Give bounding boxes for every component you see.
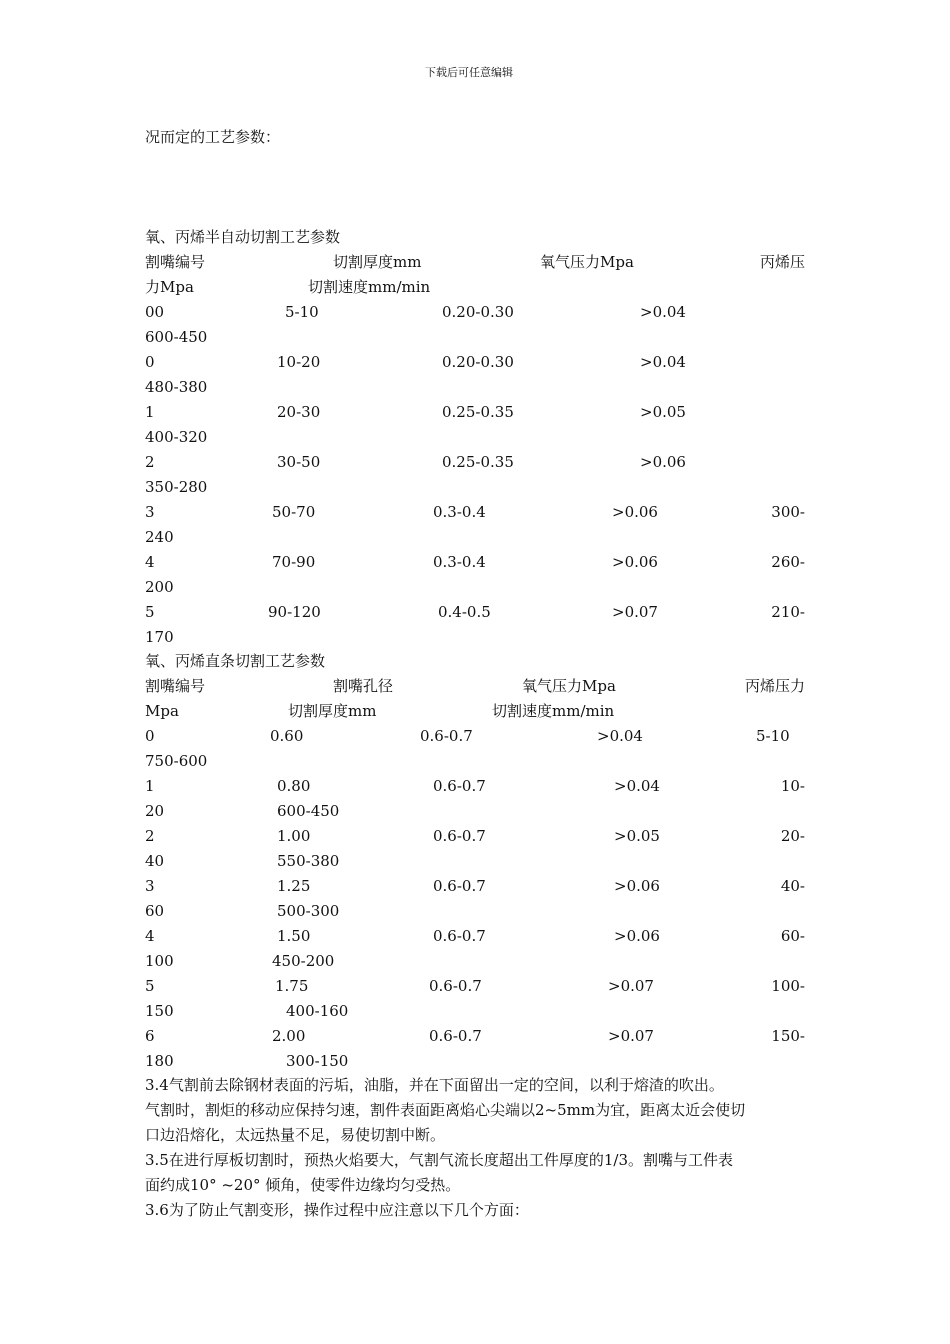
paragraph-line: 3.6为了防止气割变形，操作过程中应注意以下几个方面： — [145, 1201, 529, 1219]
paragraph-line: 气割时，割炬的移动应保持匀速，割件表面距离焰心尖端以2~5mm为宜，距离太近会使切 — [145, 1101, 746, 1119]
table-header-cell: 丙烯压力 — [744, 677, 805, 695]
table-cell: 500-300 — [277, 902, 340, 920]
table-cell: 300- — [771, 503, 805, 521]
table-cell: 5-10 — [756, 727, 790, 745]
table-header-cell: 割嘴孔径 — [333, 677, 394, 695]
table-cell: 170 — [145, 628, 174, 646]
table-header-cell: 氧气压力Mpa — [522, 677, 616, 695]
table-cell: 240 — [145, 528, 174, 546]
table-cell: 300-150 — [286, 1052, 349, 1070]
table-cell: 1.75 — [275, 977, 309, 995]
table-cell: 70-90 — [272, 553, 316, 571]
table-cell: 0.6-0.7 — [433, 777, 486, 795]
table-cell: 50-70 — [272, 503, 316, 521]
table-cell: 180 — [145, 1052, 174, 1070]
paragraph-line: 面约成10° ~20° 倾角，使零件边缘均匀受热。 — [145, 1176, 461, 1194]
table-cell: 0.20-0.30 — [442, 303, 514, 321]
table-cell: 3 — [145, 877, 155, 895]
table-cell: >0.04 — [614, 777, 660, 795]
table-cell: 550-380 — [277, 852, 340, 870]
table-cell: 10-20 — [277, 353, 321, 371]
table-cell: 60 — [145, 902, 165, 920]
table-cell: 0.6-0.7 — [433, 927, 486, 945]
table-cell: 00 — [145, 303, 165, 321]
table-cell: 210- — [771, 603, 805, 621]
table-cell: 600-450 — [145, 328, 208, 346]
table-cell: 0.25-0.35 — [442, 403, 514, 421]
table-cell: 150- — [771, 1027, 805, 1045]
table-cell: >0.07 — [612, 603, 658, 621]
table-cell: 40 — [145, 852, 165, 870]
table-cell: >0.06 — [612, 503, 658, 521]
table-cell: 0.6-0.7 — [429, 977, 482, 995]
table-cell: >0.07 — [608, 1027, 654, 1045]
table-cell: 600-450 — [277, 802, 340, 820]
table-cell: 0.6-0.7 — [420, 727, 473, 745]
table-cell: 0.60 — [270, 727, 304, 745]
table-cell: 4 — [145, 927, 155, 945]
table-cell: 1.00 — [277, 827, 311, 845]
table-cell: 20- — [780, 827, 805, 845]
table-cell: 6 — [145, 1027, 155, 1045]
table-header-cell: 切割厚度mm — [288, 702, 377, 720]
table-header-cell: 切割速度mm/min — [492, 702, 615, 720]
table-cell: 5 — [145, 977, 155, 995]
table-cell: 0.3-0.4 — [433, 553, 486, 571]
table-cell: 1.50 — [277, 927, 311, 945]
table-cell: 90-120 — [268, 603, 321, 621]
table-cell: 1 — [145, 403, 155, 421]
paragraph-line: 口边沿熔化，太远热量不足，易使切割中断。 — [145, 1126, 446, 1144]
table-cell: 0.6-0.7 — [433, 827, 486, 845]
table-cell: 100- — [771, 977, 805, 995]
table-cell: 400-320 — [145, 428, 208, 446]
table-header-cell: 割嘴编号 — [145, 253, 206, 271]
table-title: 氧、丙烯半自动切割工艺参数 — [145, 228, 341, 246]
table-cell: 0.25-0.35 — [442, 453, 514, 471]
table-header-cell: 割嘴编号 — [145, 677, 206, 695]
table-cell: 1 — [145, 777, 155, 795]
table-cell: >0.04 — [597, 727, 643, 745]
table-cell: 4 — [145, 553, 155, 571]
table-cell: 0.4-0.5 — [438, 603, 491, 621]
table-cell: 1.25 — [277, 877, 311, 895]
table-header-cell: 切割速度mm/min — [308, 278, 431, 296]
table-cell: 0 — [145, 353, 155, 371]
table-header-cell: 丙烯压 — [759, 253, 805, 271]
table-cell: >0.06 — [640, 453, 686, 471]
table-cell: 0.6-0.7 — [433, 877, 486, 895]
paragraph-line: 3.4气割前去除钢材表面的污垢，油脂，并在下面留出一定的空间，以利于熔渣的吹出。 — [145, 1076, 724, 1094]
table-cell: >0.05 — [614, 827, 660, 845]
table-cell: 0 — [145, 727, 155, 745]
table-cell: 350-280 — [145, 478, 208, 496]
table-cell: 450-200 — [272, 952, 335, 970]
table-cell: 750-600 — [145, 752, 208, 770]
table-cell: 2.00 — [272, 1027, 306, 1045]
table-header-cell: 力Mpa — [145, 278, 194, 296]
table-cell: 2 — [145, 827, 155, 845]
table-cell: 20-30 — [277, 403, 321, 421]
table-cell: 2 — [145, 453, 155, 471]
table-cell: 200 — [145, 578, 174, 596]
table-cell: >0.06 — [612, 553, 658, 571]
table-cell: 40- — [780, 877, 805, 895]
table-cell: >0.04 — [640, 353, 686, 371]
table-header-cell: Mpa — [145, 702, 179, 720]
table-cell: 10- — [780, 777, 805, 795]
page-header: 下载后可任意编辑 — [425, 66, 513, 79]
table-cell: 480-380 — [145, 378, 208, 396]
table-cell: >0.06 — [614, 877, 660, 895]
table-cell: 5-10 — [285, 303, 319, 321]
intro-text: 况而定的工艺参数： — [145, 128, 281, 146]
table-cell: 0.80 — [277, 777, 311, 795]
table-cell: 20 — [145, 802, 165, 820]
table-cell: 0.6-0.7 — [429, 1027, 482, 1045]
table-cell: 60- — [780, 927, 805, 945]
table-cell: >0.04 — [640, 303, 686, 321]
table-cell: 5 — [145, 603, 155, 621]
table-cell: 400-160 — [286, 1002, 349, 1020]
table-cell: >0.06 — [614, 927, 660, 945]
table-cell: >0.07 — [608, 977, 654, 995]
table-header-cell: 切割厚度mm — [333, 253, 422, 271]
table-cell: 100 — [145, 952, 174, 970]
table-cell: >0.05 — [640, 403, 686, 421]
table-cell: 3 — [145, 503, 155, 521]
paragraph-line: 3.5在进行厚板切割时，预热火焰要大，气割气流长度超出工件厚度的1/3。割嘴与工件表 — [145, 1151, 733, 1169]
table-cell: 0.3-0.4 — [433, 503, 486, 521]
table-cell: 260- — [771, 553, 805, 571]
table-title: 氧、丙烯直条切割工艺参数 — [145, 652, 326, 670]
table-header-cell: 氧气压力Mpa — [540, 253, 634, 271]
table-cell: 30-50 — [277, 453, 321, 471]
table-cell: 150 — [145, 1002, 174, 1020]
table-cell: 0.20-0.30 — [442, 353, 514, 371]
